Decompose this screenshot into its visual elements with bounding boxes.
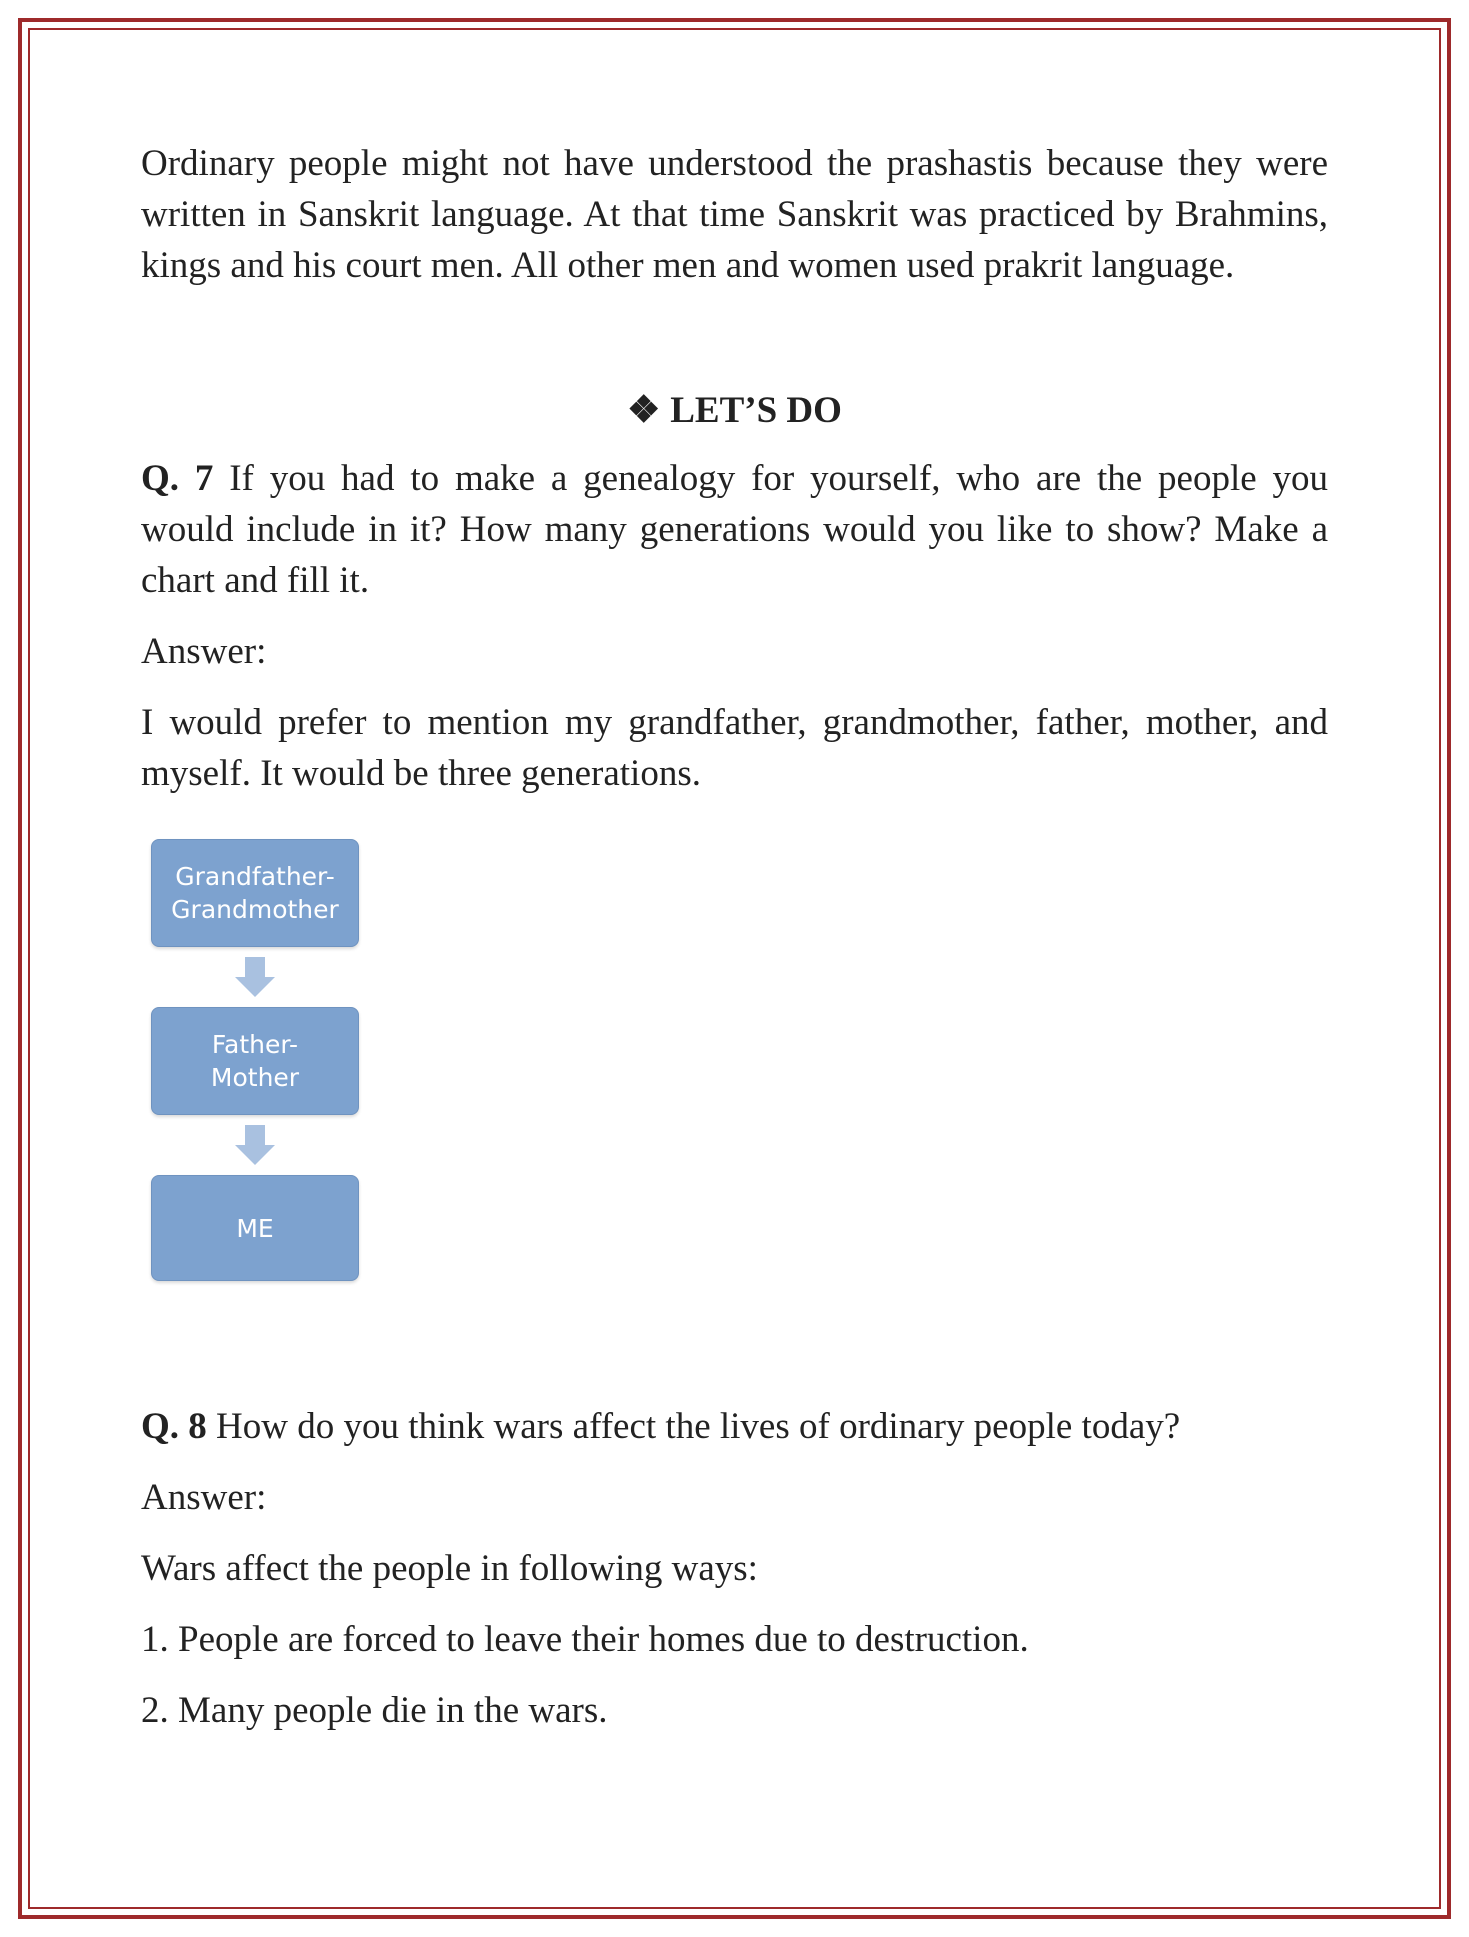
section-title: LET’S DO: [670, 390, 842, 431]
node-me: [151, 1175, 359, 1281]
node-grandparents-line2: Grandmother: [171, 895, 339, 924]
node-parents-line2: Mother: [210, 1063, 300, 1092]
q8-question-text: How do you think wars affect the lives of ordinary people today?: [206, 1406, 1181, 1447]
q7-number: Q. 7: [141, 458, 214, 499]
q8-point-1: 1. People are forced to leave their homes due to destruction.: [141, 1619, 1029, 1660]
down-arrow-icon: [235, 1125, 275, 1165]
q7-answer-label: Answer:: [141, 631, 267, 672]
q8-answer-label: Answer:: [141, 1477, 267, 1518]
genealogy-chart: [151, 839, 361, 1289]
q8-answer-intro: Wars affect the people in following ways:: [141, 1548, 758, 1589]
intro-paragraph: Ordinary people might not have understood the prashastis because they were written in Sanskrit language. At that time Sanskrit was practiced by Brahmins, kings and his court men. All other men and women used prakrit language.: [141, 143, 1328, 286]
q7-question-text: If you had to make a genealogy for yourself, who are the people you would include in it? How many generations would you like to show? Make a chart and fill it.: [141, 458, 1328, 601]
section-heading: [141, 385, 1328, 436]
q8-point-2: 2. Many people die in the wars.: [141, 1690, 608, 1731]
node-grandparents: [151, 839, 359, 947]
node-me-line1: ME: [236, 1213, 274, 1243]
q8-number: Q. 8: [141, 1406, 207, 1447]
node-parents: [151, 1007, 359, 1115]
q8-question: [141, 1401, 1328, 1452]
diamond-bullet-icon: ❖: [627, 390, 661, 431]
page-content: [141, 138, 1328, 1736]
q7-answer: I would prefer to mention my grandfather, grandmother, father, mother, and myself. It would be three generations.: [141, 702, 1328, 794]
node-parents-line1: Father-: [211, 1030, 299, 1059]
q7-question: [141, 453, 1328, 606]
down-arrow-icon: [235, 957, 275, 997]
node-grandparents-line1: Grandfather-: [175, 862, 335, 891]
